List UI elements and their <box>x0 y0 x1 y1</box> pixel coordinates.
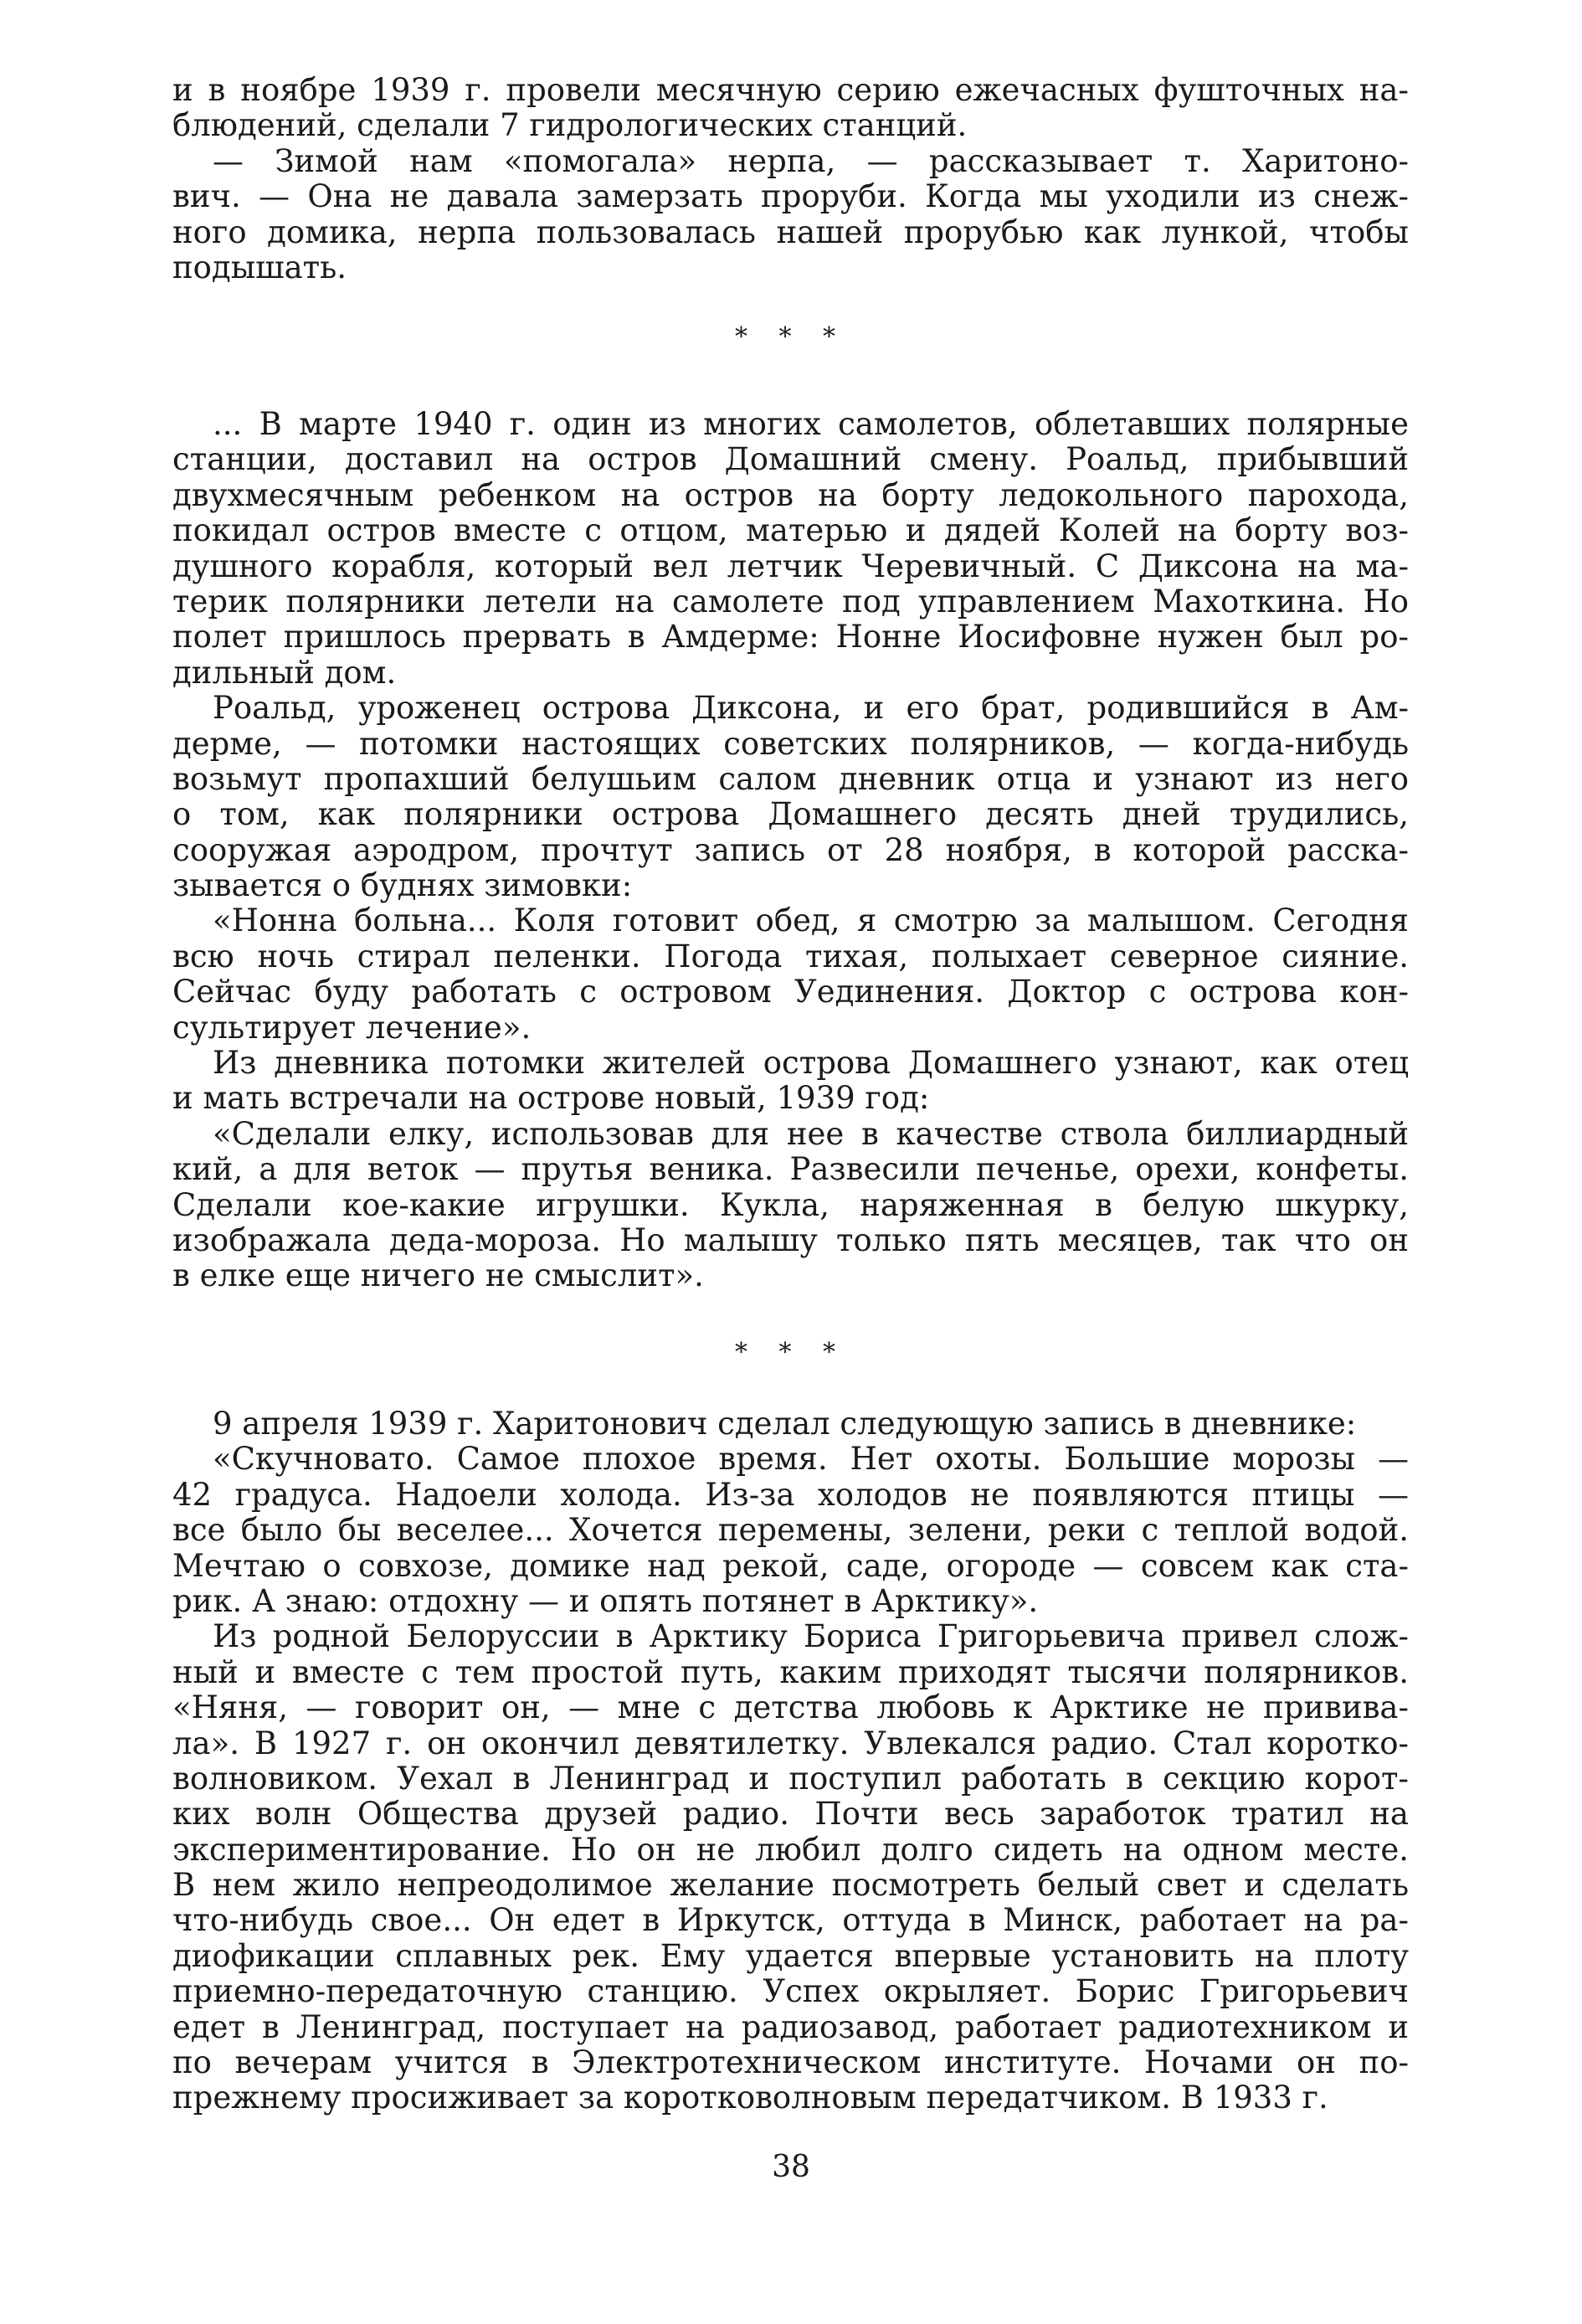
text-line: волновиком. Уехал в Ленинград и поступил работать в секцию корот- <box>172 1760 1409 1797</box>
paragraph <box>172 407 1409 691</box>
text-line: терик полярники летели на самолете под управлением Махоткина. Но <box>172 583 1409 620</box>
section-separator: * * * <box>734 322 848 352</box>
paragraph <box>172 691 1409 903</box>
text-line: диофикации сплавных рек. Ему удается впервые установить на плоту <box>172 1937 1409 1974</box>
text-line: подышать. <box>172 249 347 285</box>
text-line: «Нонна больна... Коля готовит обед, я смотрю за малышом. Сегодня <box>213 902 1409 939</box>
text-line: станции, доставил на остров Домашний смену. Роальд, прибывший <box>172 441 1409 478</box>
text-line: Из дневника потомки жителей острова Домашнего узнают, как отец <box>213 1045 1409 1082</box>
text-section-1 <box>172 73 1409 285</box>
text-line: блюдений, сделали 7 гидрологических станций. <box>172 107 968 144</box>
text-line: 42 градуса. Надоели холода. Из-за холодов не появляются птицы — <box>172 1476 1409 1513</box>
text-line: кий, а для веток — прутья веника. Развесили печенье, орехи, конфеты. <box>172 1151 1409 1188</box>
text-line: возьмут пропахший белушьим салом дневник отца и узнают из него <box>172 760 1409 797</box>
text-line: Мечтаю о совхозе, домике над рекой, саде, огороде — совсем как ста- <box>172 1547 1409 1584</box>
text-line: сультирует лечение». <box>172 1009 532 1046</box>
text-line: покидал остров вместе с отцом, матерью и дядей Колей на борту воз- <box>172 512 1409 549</box>
text-line: вич. — Она не давала замерзать проруби. Когда мы уходили из снеж- <box>172 178 1409 215</box>
text-line: рик. А знаю: отдохну — и опять потянет в Арктику». <box>172 1582 1039 1619</box>
text-line: 9 апреля 1939 г. Харитонович сделал следующую запись в дневнике: <box>213 1406 1357 1442</box>
text-line: Сделали кое-какие игрушки. Кукла, наряженная в белую шкурку, <box>172 1186 1409 1223</box>
paragraph <box>172 73 1409 144</box>
text-line: прежнему просиживает за коротковолновым передатчиком. В 1933 г. <box>172 2080 1328 2116</box>
text-line: — Зимой нам «помогала» нерпа, — рассказывает т. Харитоно- <box>213 142 1409 179</box>
text-line: «Сделали елку, использовав для нее в качестве ствола биллиардный <box>213 1115 1409 1152</box>
text-line: по вечерам учится в Электротехническом институте. Ночами он по- <box>172 2044 1409 2081</box>
text-line: и в ноябре 1939 г. провели месячную серию ежечасных фушточных на- <box>172 72 1409 108</box>
text-line: Из родной Белоруссии в Арктику Бориса Григорьевича привел слож- <box>213 1618 1409 1655</box>
paragraph <box>172 144 1409 286</box>
paragraph <box>172 1442 1409 1619</box>
paragraph <box>172 1619 1409 2116</box>
text-line: в елке еще ничего не смыслит». <box>172 1257 704 1294</box>
paragraph <box>172 1406 1409 1442</box>
paragraph <box>172 1046 1409 1117</box>
text-line: всю ночь стирал пеленки. Погода тихая, полыхает северное сияние. <box>172 938 1409 974</box>
text-line: что-нибудь свое... Он едет в Иркутск, оттуда в Минск, работает на ра- <box>172 1902 1409 1939</box>
text-line: все было бы веселее... Хочется перемены, зелени, реки с теплой водой. <box>172 1512 1409 1549</box>
text-line: Сейчас буду работать с островом Уединения. Доктор с острова кон- <box>172 974 1409 1010</box>
text-line: «Скучновато. Самое плохое время. Нет охоты. Большие морозы — <box>213 1441 1409 1478</box>
paragraph <box>172 903 1409 1046</box>
text-line: зывается о буднях зимовки: <box>172 867 633 904</box>
page-number: 38 <box>772 2150 810 2184</box>
paragraph <box>172 1117 1409 1294</box>
text-line: ких волн Общества друзей радио. Почти весь заработок тратил на <box>172 1796 1409 1833</box>
text-line: двухмесячным ребенком на остров на борту ледокольного парохода, <box>172 476 1409 513</box>
section-separator: * * * <box>734 1338 848 1367</box>
text-line: и мать встречали на острове новый, 1939 год: <box>172 1080 930 1117</box>
text-line: ного домика, нерпа пользовалась нашей прорубью как лункой, чтобы <box>172 213 1409 250</box>
text-line: приемно-передаточную станцию. Успех окрыляет. Борис Григорьевич <box>172 1973 1409 2010</box>
text-line: ный и вместе с тем простой путь, каким приходят тысячи полярников. <box>172 1653 1409 1690</box>
text-line: сооружая аэродром, прочтут запись от 28 ноября, в которой расска- <box>172 831 1409 868</box>
text-line: ... В марте 1940 г. один из многих самолетов, облетавших полярные <box>213 406 1409 442</box>
text-line: изображала деда-мороза. Но малышу только пять месяцев, так что он <box>172 1221 1409 1258</box>
text-line: дерме, — потомки настоящих советских полярников, — когда-нибудь <box>172 725 1409 762</box>
text-line: душного корабля, который вел летчик Черевичный. С Диксона на ма- <box>172 548 1409 584</box>
text-line: Роальд, уроженец острова Диксона, и его брат, родившийся в Ам- <box>213 690 1409 727</box>
text-line: В нем жило непреодолимое желание посмотреть белый свет и сделать <box>172 1867 1409 1904</box>
text-line: ла». В 1927 г. он окончил девятилетку. Увлекался радио. Стал коротко- <box>172 1725 1409 1761</box>
text-line: полет пришлось прервать в Амдерме: Нонне Иосифовне нужен был ро- <box>172 619 1409 656</box>
text-section-2 <box>172 407 1409 1294</box>
text-section-3 <box>172 1406 1409 2116</box>
text-line: едет в Ленинград, поступает на радиозавод, работает радиотехником и <box>172 2008 1409 2045</box>
text-line: дильный дом. <box>172 654 397 691</box>
text-line: экспериментирование. Но он не любил долго сидеть на одном месте. <box>172 1831 1409 1868</box>
text-line: о том, как полярники острова Домашнего десять дней трудились, <box>172 796 1409 833</box>
text-line: «Няня, — говорит он, — мне с детства любовь к Арктике не привива- <box>172 1689 1409 1726</box>
